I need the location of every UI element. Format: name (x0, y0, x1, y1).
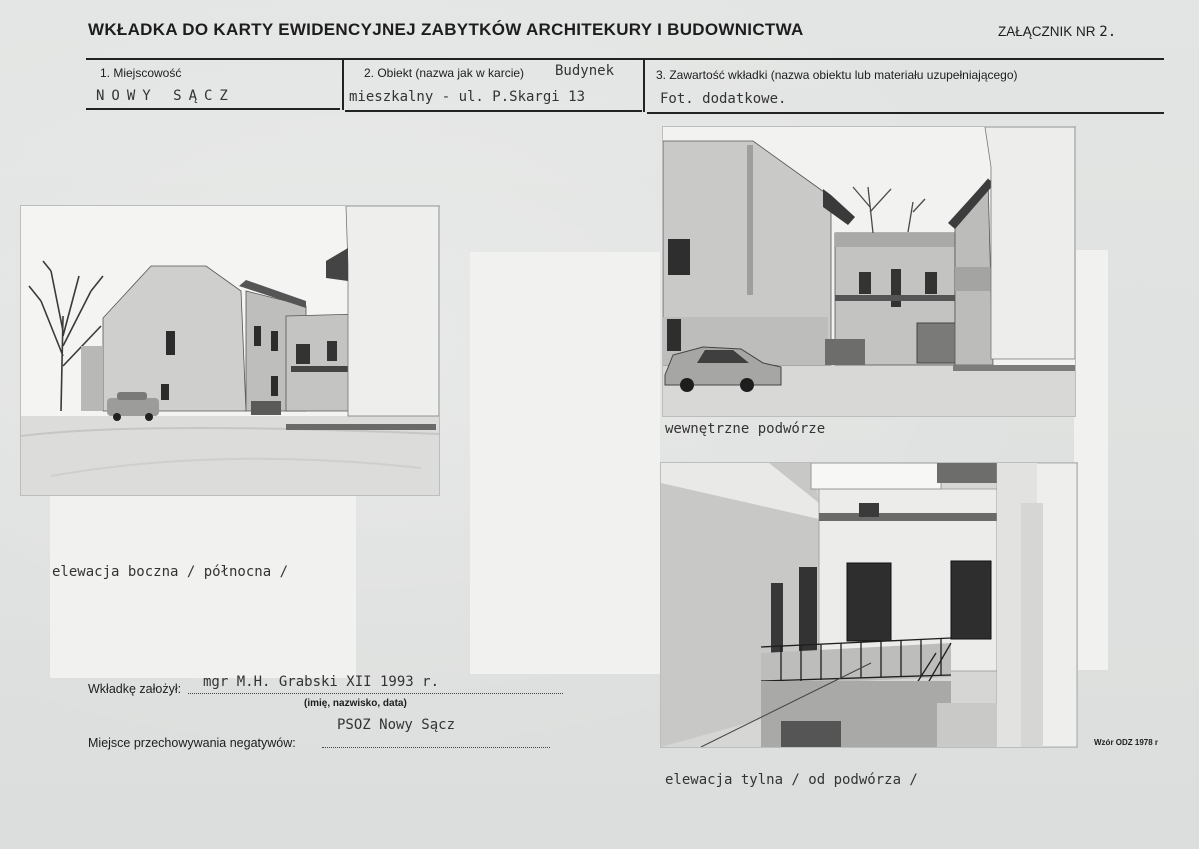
annex-label (998, 24, 1116, 40)
field-object-value-line1: Budynek (555, 63, 615, 79)
pasted-paper-right (1074, 250, 1108, 670)
negatives-storage-value: PSOZ Nowy Sącz (337, 717, 456, 733)
field-contents-label: 3. Zawartość wkładki (nazwa obiektu lub materiału uzupełniającego) (656, 68, 1018, 82)
created-by-label: Wkładkę założył: (88, 682, 182, 696)
negatives-storage-line (322, 746, 550, 748)
photo-inner-courtyard-image (663, 127, 1075, 416)
created-by-hint: (imię, nazwisko, data) (304, 698, 407, 709)
field-contents-value: Fot. dodatkowe. (660, 91, 787, 107)
form-model-stamp: Wzór ODZ 1978 r (1094, 738, 1159, 747)
table-top-rule (86, 58, 1164, 60)
pasted-paper-middle (470, 252, 660, 674)
caption-inner-courtyard: wewnętrzne podwórze (665, 421, 826, 437)
photo-rear-elevation (660, 462, 1078, 748)
form-title: WKŁADKA DO KARTY EWIDENCYJNEJ ZABYTKÓW ARCHITEKURY I BUDOWNICTWA (88, 20, 804, 39)
negatives-storage-label: Miejsce przechowywania negatywów: (88, 736, 296, 750)
table-bottom-rule-1 (86, 108, 340, 110)
pasted-paper-left (50, 488, 356, 678)
table-divider-2 (643, 58, 645, 112)
table-bottom-rule-3 (647, 112, 1164, 114)
table-bottom-rule-2 (345, 110, 642, 112)
field-object-label: 2. Obiekt (nazwa jak w karcie) (364, 66, 525, 80)
table-divider-1 (342, 58, 344, 110)
field-locality-value: NOWY SĄCZ (96, 88, 235, 104)
photo-side-elevation-image (21, 206, 439, 495)
created-by-value: mgr M.H. Grabski XII 1993 r. (203, 674, 440, 690)
photo-inner-courtyard (662, 126, 1076, 417)
caption-rear-elevation: elewacja tylna / od podwórza / (665, 772, 918, 788)
photo-side-elevation (20, 205, 440, 496)
created-by-line (188, 692, 563, 694)
annex-text: ZAŁĄCZNIK NR (998, 24, 1096, 39)
field-locality-label: 1. Miejscowość (100, 66, 182, 80)
caption-side-elevation: elewacja boczna / północna / (52, 564, 289, 580)
annex-number: 2. (1099, 24, 1117, 40)
field-object-value-line2: mieszkalny - ul. P.Skargi 13 (349, 89, 586, 105)
photo-rear-elevation-image (661, 463, 1077, 747)
